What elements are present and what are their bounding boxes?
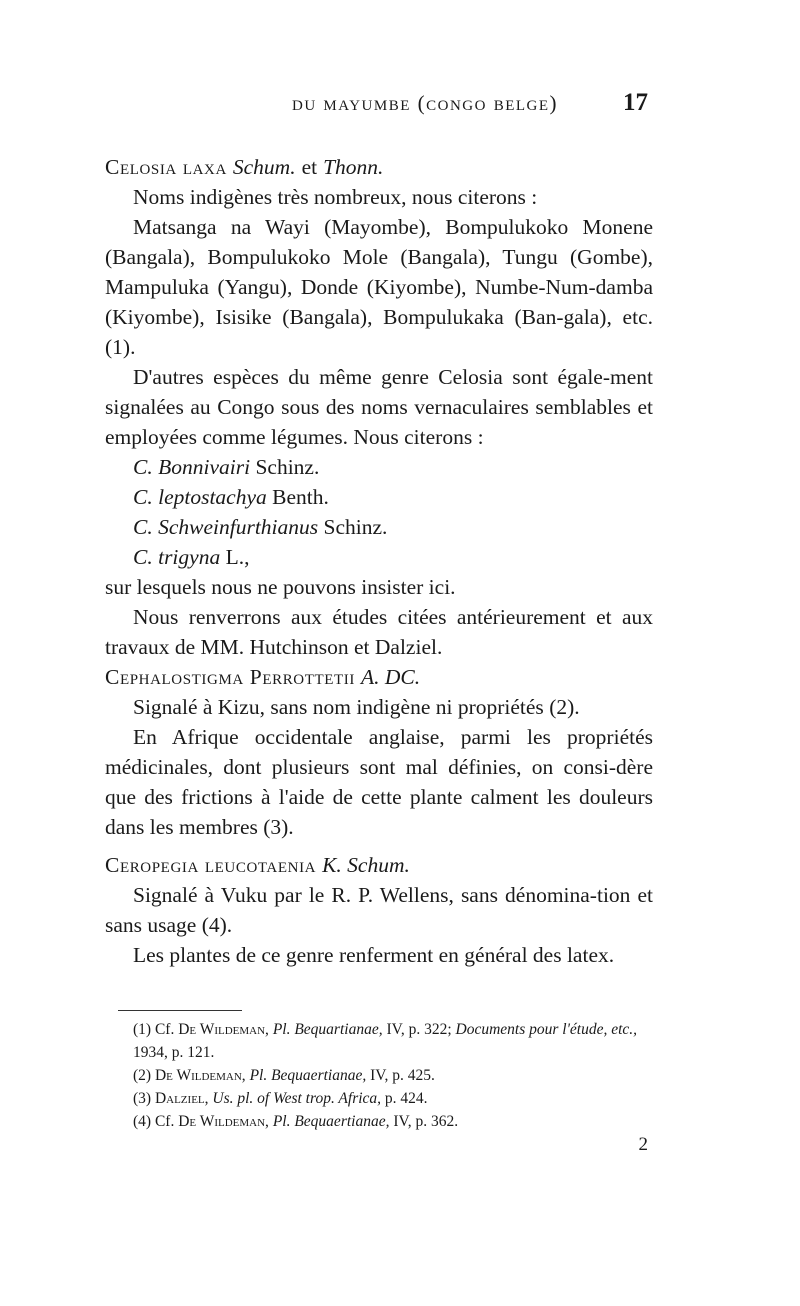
vernacular-names: Matsanga na Wayi (Mayombe), Bompulukoko Monene (Bangala), Bompulukoko Mole (Bangala), Tungu (Gombe), Mampuluka (Yangu), Donde (Kiyombe), Numbe-Num-damba (Kiyombe), Isisike (Bangala), Bompulukaka (Ban-gala), etc. — [105, 215, 653, 329]
footnote — [105, 1110, 653, 1133]
species-item — [105, 452, 653, 482]
species-author: Schinz. — [255, 455, 320, 479]
section-ceropegia — [105, 850, 653, 970]
footnote-title: Pl. Bequaertianae, — [272, 1113, 390, 1130]
paragraph: sur lesquels nous ne pouvons insister ici. — [105, 575, 456, 599]
species-item — [105, 512, 653, 542]
section-cephalostigma — [105, 662, 653, 842]
species-item — [105, 482, 653, 512]
footnote-ref-detail: p. 424. — [384, 1090, 428, 1107]
genus-species: Cephalostigma Perrottetii — [105, 665, 355, 689]
footnote-title: Pl. Bequaertianae, — [249, 1067, 367, 1084]
footnote-mark: (4) — [133, 1113, 152, 1130]
species-author: Schinz. — [323, 515, 388, 539]
footnote-author: De Wildeman, — [178, 1021, 269, 1038]
authority: Schum. — [232, 155, 296, 179]
footnote-mark: (2) — [133, 1067, 152, 1084]
footnote-mark: (1) — [133, 1021, 152, 1038]
footnote-title: Pl. Bequartianae, — [272, 1021, 383, 1038]
genus-species: Celosia laxa — [105, 155, 227, 179]
footnote-title: Documents pour l'étude, etc., — [455, 1021, 638, 1038]
species-name: C. trigyna — [133, 545, 221, 569]
footnote-ref: (1). — [105, 335, 136, 359]
footnote-prefix: Cf. — [154, 1113, 175, 1130]
paragraph: Les plantes de ce genre renferment en général des latex. — [133, 943, 615, 967]
paragraph-text: En Afrique occidentale anglaise, parmi les propriétés médicinales, dont plusieurs sont mal définies, on consi-dère que des frictions à l'aide de cette plante calment les douleurs dans les membres — [105, 725, 653, 839]
page-header — [0, 91, 800, 125]
footnote-ref-detail: IV, p. 425. — [370, 1067, 435, 1084]
footnote-author: De Wildeman, — [178, 1113, 269, 1130]
footnote-author: Dalziel, — [154, 1090, 209, 1107]
authority: K. Schum. — [322, 853, 410, 877]
paragraph — [105, 880, 653, 940]
footnote — [105, 1018, 653, 1064]
paragraph: D'autres espèces du même genre Celosia sont égale-ment signalées au Congo sous des noms vernaculaires semblables et employées comme légumes. Nous citerons : — [105, 365, 653, 449]
paragraph — [105, 692, 653, 722]
paragraph: Nous renverrons aux études citées antérieurement et aux travaux de MM. Hutchinson et Dalziel. — [105, 605, 653, 659]
footnote-ref-detail: IV, p. 362. — [393, 1113, 459, 1130]
footnote — [105, 1064, 653, 1087]
footnotes — [105, 1018, 653, 1133]
section-celosia — [105, 152, 653, 662]
footnote-prefix: Cf. — [154, 1021, 175, 1038]
footnote-ref: (3). — [263, 815, 294, 839]
paragraph — [105, 212, 653, 362]
printers-signature-mark: 2 — [638, 1134, 648, 1155]
section-heading — [105, 152, 653, 182]
footnote-title: Us. pl. of West trop. Africa, — [212, 1090, 382, 1107]
conjunction: et — [301, 155, 318, 179]
paragraph: Noms indigènes très nombreux, nous citerons : — [133, 185, 538, 209]
species-author: L., — [225, 545, 250, 569]
footnote — [105, 1087, 653, 1110]
footnote-mark: (3) — [133, 1090, 152, 1107]
footnote-ref-detail: 1934, p. 121. — [133, 1044, 215, 1061]
paragraph-text: Signalé à Vuku par le R. P. Wellens, sans dénomina-tion et sans usage — [105, 883, 653, 937]
footnote-ref: (4). — [201, 913, 233, 937]
species-item — [105, 542, 653, 572]
species-name: C. leptostachya — [133, 485, 267, 509]
genus-species: Ceropegia leucotaenia — [105, 853, 317, 877]
footnote-ref: (2). — [549, 695, 580, 719]
footnote-author: De Wildeman, — [154, 1067, 246, 1084]
running-title: du mayumbe (congo belge) — [291, 91, 559, 115]
species-name: C. Schweinfurthianus — [133, 515, 319, 539]
paragraph-text: Signalé à Kizu, sans nom indigène ni propriétés — [133, 695, 544, 719]
species-name: C. Bonnivairi — [133, 455, 251, 479]
section-heading — [105, 662, 653, 692]
footnote-ref-detail: IV, p. 322; — [386, 1021, 452, 1038]
authority: A. DC. — [360, 665, 421, 689]
footnote-rule — [118, 1010, 242, 1011]
authority: Thonn. — [323, 155, 384, 179]
paragraph — [105, 722, 653, 842]
species-author: Benth. — [272, 485, 329, 509]
page-number: 17 — [623, 89, 648, 116]
section-heading — [105, 850, 653, 880]
